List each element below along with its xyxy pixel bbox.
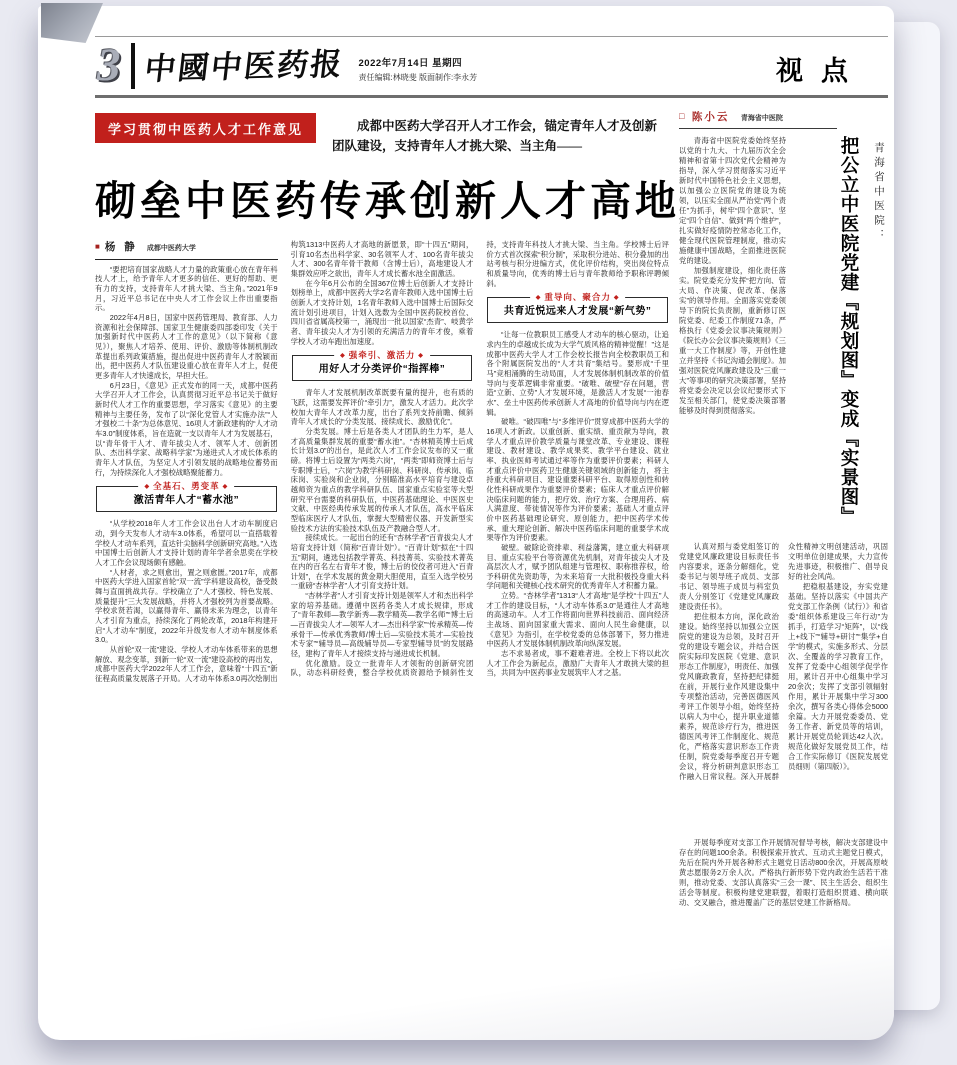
byline — [95, 240, 278, 260]
side-author-affiliation: 青海省中医院 — [740, 115, 783, 122]
subhead-2-title: 用好人才分类评价“指挥棒” — [318, 364, 446, 376]
body-paragraph: 加强制度建设，细化责任落实。院党委充分发挥“把方向、管大局、作决策、促改革、保落实”的领导作用。全面落实党委领导下的院长负责制，重新修订医院党委、纪委工作制度71条，严格执行《党委会议事决策规则》《院长办公会议事决策规则》《三重一大工作制度》等，开创性建立并坚持《书记沟通会制度》。加强对医院党风廉政建设及“三重一大”等事项的研究决策部署，坚持将党委会决定以会议纪要形式下发至相关部门，使党委决策部署能够及时得到贯彻落实。 — [679, 265, 786, 415]
body-paragraph: 分类发展。博士后是各类人才团队的生力军，是人才高质量集群发展的重要“蓄水池”。“杏林精英博士后成长计划3.0”的出台，是此次人才工作会议发布的又一重磅。将博士后设置为“两类六岗”，“两类”即师资博士后与专职博士后，“六岗”为教学科研岗、科研岗、传承岗、临床岗、实验岗和企业岗，分别瞄准高水平培育与建设卓越师资为重点的教学科研队伍、国家重点实验室等大型研究平台需要的科研队伍，中医药基础理论、中医医史文献、中医经典传承发展的传承人才队伍，高水平临床型临床医疗人才队伍，掌握大型精密仪器、开发新型实验技术方法的实验技术队伍及产教融合型人才。 — [290, 426, 474, 533]
subhead-1-title: 激活青年人才“蓄水池” — [133, 495, 240, 507]
newspaper-title: 中國中医药报 — [142, 46, 345, 88]
body-paragraph: 把住根本方向，深化政治建设。始终坚持以加强公立医院党的建设为总领，及时召开党的建设专题会议，并结合医院实际印发医院《党建、意识形态工作制度》，明责任、加强党风廉政教育，坚持把纪律挺在前，开展行业作风建设集中专项整治活动，完善医德医风考评工作领导小组，始终坚持以病人为中心，提升职业道德素养，规范诊疗行为，推进医德医风考评工作制度化、规范化，严格落实意识形态工作责任制，院党委每季度召开专题会议，将分析研判意识形态工作融入日常议程。深入开展群众性精神文明创建活动，巩固文明单位创建成果，大力宣传先进事迹，积极推广、倡导良好的社会风尚。 — [679, 542, 888, 781]
side-byline-marker-icon: □ — [679, 111, 685, 121]
vertical-headline-kicker: 青海省中医院： — [873, 142, 884, 244]
page-content — [38, 6, 894, 912]
side-article-top — [679, 136, 888, 536]
page-number: 3 — [97, 39, 121, 91]
body-paragraph: 认真对照与委党组签订的党建党风廉政建设目标责任书内容要求，逐条分解细化，党委书记与领导班子成员、支部书记、领导班子成员与科室负责人分别签订《党建党风廉政建设责任书》。 — [679, 542, 779, 611]
newspaper-page — [38, 6, 894, 1040]
body-paragraph: “人材者，求之则愈出，置之则愈匮。”2017年，成都中医药大学进入国家首轮“双一流”学科建设高校，备受鼓舞与直面挑战共存。学校确立了“人才强校、特色发展、质量提升”三大发展战略，并将人才强校列为首要战略。学校求贤若渴，以赢得青年、赢得未来为理念，以青年人才引育为重点，持续深化了两轮改革，2018年构建开启“人才动车”制度，2022年升级发布人才动车制度体系3.0。 — [95, 567, 278, 645]
body-paragraph: 把稳根基建设，夯实党建基础。坚持以落实《中国共产党支部工作条例（试行）》和省委“组织体系建设三年行动”为抓手，打造学习“矩阵”，以“线上+线下”“辅导+研讨”“集学+自学”的模式，实施多形式、分层次、全覆盖的学习教育工作，发挥了党委中心组领学促学作用，累计召开中心组集中学习20余次；发挥了支部引领辐射作用，累计开展集中学习300余次，撰写各类心得体会5000余篇。大力开展党委委员、党务工作者、新党员等的培训，累计开展党员轮训达42人次。规范化做好发展党员工作，结合工作实际修订《医院发展党员细则（第四版）》。 — [788, 581, 888, 771]
body-paragraph: “杏林学者”人才引育支持计划是领军人才和杰出科学家的培养基础。遵循中医药各类人才成长规律，形成了“青年教师—教学新秀—教学精英—教学名师”“博士后—百青拔尖人才—领军人才—杰出科学家”“传承精英—传承骨干—传承优秀教师/博士后—实验技术英才—实验技术专家”“辅导员—高级辅导员—专家型辅导员”的发展路径，建构了青年人才接续支持与递进成长机制。 — [290, 591, 474, 659]
side-author-name: 陈小云 — [691, 111, 730, 123]
page-number-divider — [131, 43, 135, 89]
subhead-2 — [292, 350, 473, 381]
section-3-paragraphs — [486, 330, 669, 678]
body-paragraph: 破壁。破除论资排辈、利益藩篱，建立重大科研项目、重点实验平台等资源优先机制，对青年拔尖人才及高层次人才，赋予团队组建与管理权、职称推荐权，给予科研优先资助等，为未来培育一大批积极投身重大科学问题和关键核心技术研究的优秀青年人才积蓄力量。 — [486, 542, 669, 591]
subhead-3-kicker: ◆ 重导向、聚合力 ◆ — [530, 292, 626, 303]
subhead-3-title: 共育近悦远来人才发展“新气势” — [503, 306, 652, 318]
side-article-middle-columns — [679, 542, 888, 836]
intro-paragraphs — [95, 265, 278, 477]
main-article — [95, 107, 680, 912]
body-paragraph: 开展每季度对支部工作开展情况督导考核，解决支部建设中存在的问题100余条。积极探索开放式、互动式主题党日模式，先后在院内外开展各种形式主题党日活动800余次，开展高原岐黄志愿服务2万余人次。严格执行新形势下党内政治生活若干准则，推动党委、支部认真落实“三会一课”、民主生活会、组织生活会等制度。积极构建党建联盟，着眼打造组织贯通、横向联动、交叉融合，推进覆盖广泛的基层党建工作新格局。 — [679, 838, 888, 907]
issue-date: 2022年7月14日 星期四 — [358, 58, 463, 69]
body-paragraph: 2022年4月8日，国家中医药管理局、教育部、人力资源和社会保障部、国家卫生健康委四部委印发《关于加强新时代中医药人才工作的意见》（以下简称《意见》），聚焦人才培养、使用、评价、激励等体制机制改革提出系列政策措施，提出促进中医药青年人才脱颖而出，把中医药人才队伍建设重心放在青年人才上，促使更多青年人才快速成长，早担大任。 — [95, 313, 278, 381]
body-paragraph: “要把培育国家战略人才力量的政策重心放在青年科技人才上，给予青年人才更多的信任、更好的帮助、更有力的支持，支持青年人才挑大梁、当主角。”2021年9月，习近平总书记在中央人才工作会议上作出重要指示。 — [95, 264, 278, 313]
side-article — [679, 107, 888, 912]
author-affiliation: 成都中医药大学 — [146, 245, 196, 252]
body-paragraph: 6月23日，《意见》正式发布的同一天，成都中医药大学召开人才工作会，认真贯彻习近平总书记关于做好新时代人才工作的重要思想，学习落实《意见》的主要精神与主要任务，发布了以“深化党管人才实施办法”“人才强校二十条”为总体意见、16项人才新政建构的“人才动车3.0”制度体系，旨在造就一支以青年人才为发展基石，以“青年骨干人才、青年拔尖人才、领军人才、创新团队、杰出科学家、战略科学家”为递进式人才成长体系的青年人才队伍，为坚定人才引领发展的战略地位蓄势而行，为持续深化人才强校战略聚能蓄力。 — [95, 380, 278, 477]
body-paragraph: 从首轮“双一流”建设、学校人才动车体系带来的思想解放、观念变革，到新一轮“双一流”建设高校的再出发，成都中医药大学2022年人才工作会，意味着“十四五”新征程高质量发展落子开局。人才动车体系3.0再次绘制出构筑1313中医药人才高地的新愿景，即“十四五”期间，引育10名杰出科学家、30名领军人才、100名青年拔尖人才、300名青年骨干教师（含博士后），高地建设人才集群效应呼之欲出，青年人才成长蓄水池全面激活。 — [95, 240, 474, 683]
body-paragraph: 破唯。“破四唯”与“多维评价”贯穿成都中医药大学的16项人才新政。以重创新、重实绩、重贡献为导向，教学人才重点评价教学质量与课堂改革、专业建设、课程建设、教材建设、教学成果奖、教学平台建设、就业率、执业医师考试通过率等作为重要评价要素；科研人才重点评价中医药卫生健康关键领域的创新能力，将主持重大科研项目、建设重要科研平台、取得原创性和转化性科研成果作为重要评价要素；临床人才重点评价解决临床问题的能力，把疗效、治疗方案、合理用药、病人满意度、带徒情况等作为评价要素；基础人才重点评价中医药基础理论研究、原创能力，把中医药学术传承、重大理论创新、解决中医药临床问题的重要学术成果等作为评价要素。 — [486, 417, 669, 543]
main-article-body — [95, 240, 669, 878]
body-paragraph: “从学校2018年人才工作会议出台人才动车制度启动，到今天发布人才动车3.0体系，希望可以一直搭载着学校人才动车系列，直达针尖脑科学创新研究高地。”入选中国博士后创新人才支持计划的青年学者余思奕在学校人才工作会议现场颇有感触。 — [95, 519, 278, 567]
body-paragraph: 优化激励。设立一批青年人才领衔的创新研究团队，动态科研经费，整合学校优质资源给予倾斜性支持，支持青年科技人才挑大梁、当主角。学校博士后评价方式首次探索“积分制”，采取积分进站、积分叠加的出站考核与积分进编方式，优化评价结构，突出岗位特点和质量导向，优秀的博士后与青年教师给予职称评聘倾斜。 — [290, 240, 669, 678]
vertical-headline-main: 把公立中医院党建『规划图』变成『实景图』 — [839, 136, 860, 526]
author-name: 杨 静 — [104, 241, 138, 253]
body-paragraph: 志不求易者成，事不避难者进。全校上下将以此次人才工作会为新起点，激励广大青年人才敢挑大梁的担当，共同为中医药事业发展筑牢人才之基。 — [486, 649, 669, 678]
side-byline — [679, 107, 837, 129]
body-paragraph: 在今年6月公布的全国367位博士后创新人才支持计划榜单上，成都中医药大学2名青年教师入选中国博士后创新人才支持计划，1名青年教师入选中国博士后国际交流计划引进项目，计划入选数为全国中医药院校首位、四川省省属高校第一，涌现出一批以国家“杰青”、岐黄学者、青年拔尖人才为引领的充满活力的青年才俊，乘着学校人才动车跑出加速度。 — [290, 278, 474, 346]
subhead-1 — [96, 481, 277, 512]
body-paragraph: 青年人才发展机制改革既要有量的提升，也有质的飞跃，这需要发挥评价“牵引力”，激发人才活力。此次学校加大青年人才改革力度，出台了系列支持前瞻、倾斜青年人才成长的“分类发展、接续成长、激励优化”。 — [290, 388, 474, 427]
body-paragraph: 青海省中医院党委始终坚持以党的十九大、十九届历次全会精神和省第十四次党代会精神为指导，深入学习贯彻落实习近平新时代中国特色社会主义思想，以加强公立医院党的建设为统领，以压实全面从严治党“两个责任”为抓手，树牢“四个意识”、坚定“四个自信”、做到“两个维护”，扎实做好疫情防控常态化工作，健全现代医院管理制度，推动实施健康中国战略，全面推进医院党的建设。 — [679, 136, 786, 265]
subhead-2-kicker: ◆ 强牵引、激活力 ◆ — [334, 350, 430, 361]
side-article-first-column — [679, 136, 786, 532]
editor-credits: 责任编辑:林晓斐 版面制作:李永芳 — [358, 73, 478, 82]
page-body — [95, 98, 888, 912]
body-paragraph: 接续成长。一起出台的还有“杏林学者”百青拔尖人才培育支持计划（简称“百青计划”）。“百青计划”拟在“十四五”期间，遴选包括教学菁英、科技菁英、实验技术菁英在内的百名左右青年才俊，博士后的佼佼者可进入“百青计划”，在学术发展的黄金期大胆使用，直至入选学校另一重磅“杏林学者”人才引育支持计划。 — [290, 533, 474, 591]
body-paragraph: “让每一位教职员工感受人才动车的核心驱动，让追求内生的卓越成长成为大学气质风格的精神觉醒！”这是成都中医药大学人才工作会校长报告向全校教职员工和各个附属医院发出的“人才共育”集结号。要形成“千里马”竞相涌腾的生动局面，人才发展体制机制改革的价值导向与变革逻辑非常重要。“破唯、破壁”存在问题，营造“立新、立势”人才发展环境，是激活人才发展“一池春水”、垒土中医药传承创新人才高地的价值导向与内在逻辑。 — [486, 330, 669, 417]
vertical-headline-block — [786, 136, 888, 536]
subhead-3 — [487, 292, 668, 323]
byline-marker-icon: ■ — [95, 242, 100, 251]
series-kicker-banner: 学习贯彻中医药人才工作意见 — [95, 113, 316, 143]
kicker-row — [95, 113, 669, 156]
side-article-bottom — [679, 838, 888, 912]
date-block — [359, 39, 478, 83]
masthead-bar — [95, 36, 888, 98]
article-deck: 成都中医药大学召开人才工作会，锚定青年人才及创新团队建设，支持青年人才挑大梁、当主角—— — [332, 119, 658, 153]
main-headline: 砌垒中医药传承创新人才高地 — [95, 178, 680, 224]
section-title: 视点 — [776, 56, 866, 86]
body-paragraph: 立势。“杏林学者”1313“人才高地”是学校“十四五”人才工作的建设目标，“人才动车体系3.0”是通往人才高地的高速动车。人才工作将面向世界科技前沿、面向经济主战场、面向国家重大需求、面向人民生命健康，以《意见》为指引，在学校党委的总体部署下，努力推进中医药人才发展体制机制改革向纵深发展。 — [486, 591, 669, 649]
subhead-1-kicker: ◆ 全基石、勇变革 ◆ — [138, 481, 234, 492]
vertical-headline — [840, 136, 886, 536]
